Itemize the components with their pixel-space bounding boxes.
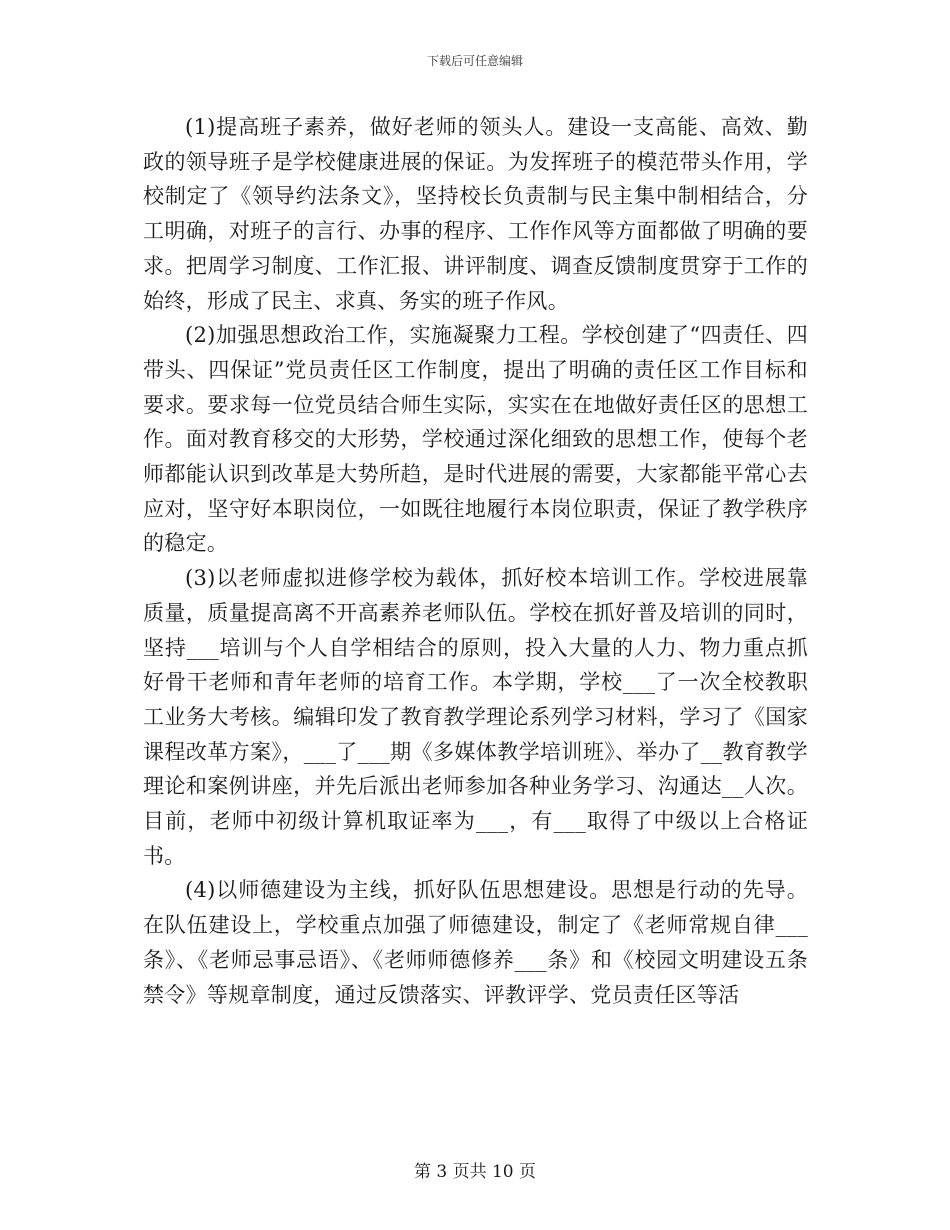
paragraph-2: (2)加强思想政治工作，实施凝聚力工程。学校创建了“四责任、四带头、四保证”党员责任区工作制度，提出了明确的责任区工作目标和要求。要求每一位党员结合师生实际，实实在在地做好责任区的思想工作。面对教育移交的大形势，学校通过深化细致的思想工作，使每个老师都能认识到改革是大势所趋，是时代进展的需要，大家都能平常心去应对，坚守好本职岗位，一如既往地履行本岗位职责，保证了教学秩序的稳定。 — [143, 323, 808, 556]
paragraph-3: (3)以老师虚拟进修学校为载体，抓好校本培训工作。学校进展靠质量，质量提高离不开高素养老师队伍。学校在抓好普及培训的同时，坚持___培训与个人自学相结合的原则，投入大量的人力、物力重点抓好骨干老师和青年老师的培育工作。本学期，学校___了一次全校教职工业务大考核。编辑印发了教育教学理论系列学习材料，学习了《国家课程改革方案》，___了___期《多媒体教学培训班》、举办了__教育教学理论和案例讲座，并先后派出老师参加各种业务学习、沟通达__人次。目前，老师中初级计算机取证率为___，有___取得了中级以上合格证书。 — [143, 566, 808, 868]
paragraph-4: (4)以师德建设为主线，抓好队伍思想建设。思想是行动的先导。在队伍建设上，学校重点加强了师德建设，制定了《老师常规自律___条》、《老师忌事忌语》、《老师师德修养___条》和《校园文明建设五条禁令》等规章制度，通过反馈落实、评教评学、党员责任区等活 — [143, 878, 808, 1007]
page-header: 下载后可任意编辑 — [426, 54, 523, 68]
paragraph-1: (1)提高班子素养，做好老师的领头人。建设一支高能、高效、勤政的领导班子是学校健康进展的保证。为发挥班子的模范带头作用，学校制定了《领导约法条文》，坚持校长负责制与民主集中制相结合，分工明确，对班子的言行、办事的程序、工作作风等方面都做了明确的要求。把周学习制度、工作汇报、讲评制度、调查反馈制度贯穿于工作的始终，形成了民主、求真、务实的班子作风。 — [143, 115, 808, 313]
document-body — [143, 110, 808, 1012]
page-footer: 第 3 页共 10 页 — [413, 1162, 537, 1182]
